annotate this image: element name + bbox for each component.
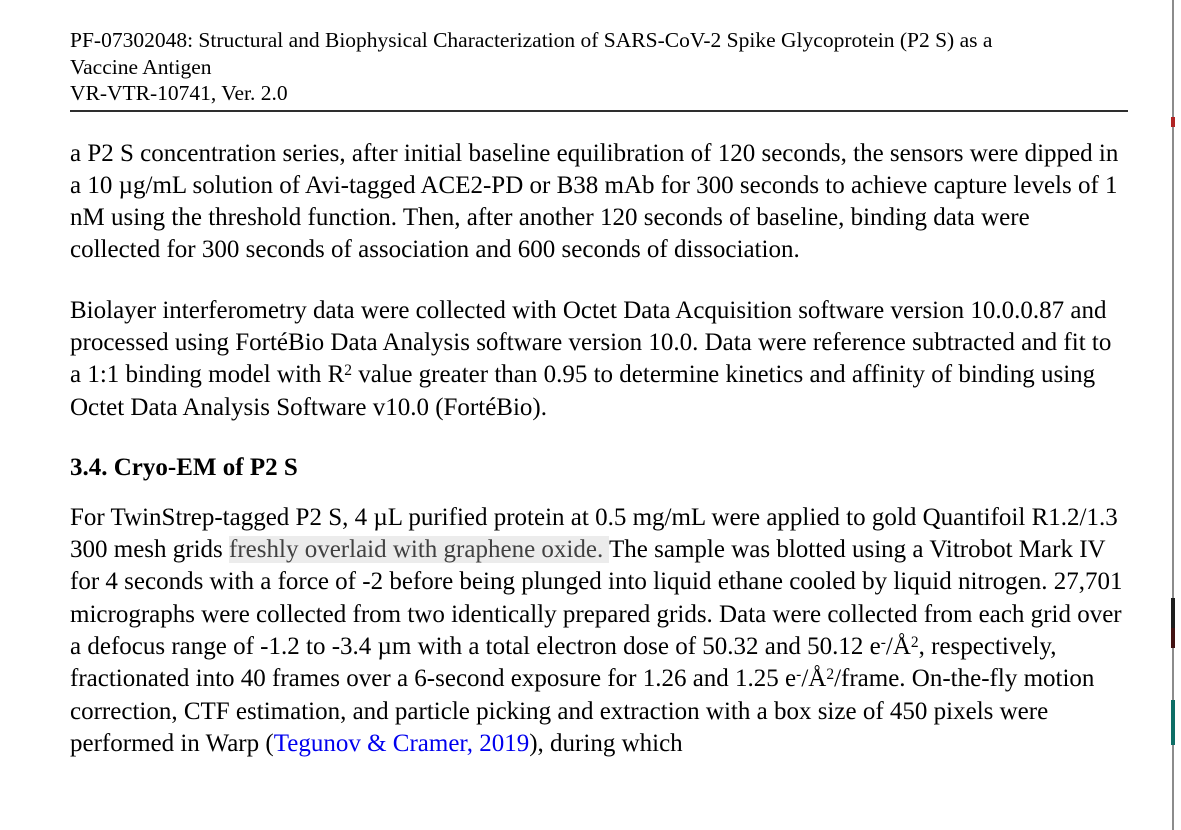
- superscript-two: 2: [910, 634, 919, 652]
- header-title-line2: Vaccine Antigen: [70, 54, 212, 79]
- text-segment: /Å: [885, 633, 911, 661]
- citation-link[interactable]: Tegunov & Cramer, 2019: [273, 729, 530, 757]
- header-doc-number: VR-VTR-10741, Ver. 2.0: [70, 81, 288, 105]
- paragraph-bli-analysis: [70, 295, 1126, 424]
- text-segment: /Å: [801, 665, 827, 693]
- text-segment: /frame. On-the-fly motion correction, CTF estimation, and particle picking and extraction with a box size of 450 pixels were performed in Warp (: [70, 665, 1095, 757]
- text-segment: ), during which: [529, 729, 683, 757]
- superscript-two: 2: [826, 666, 835, 684]
- superscript-two: 2: [344, 362, 353, 380]
- text-segment: , respectively, fractionated into 40 frames over a 6-second exposure for 1.26 and 1.25 e: [70, 633, 1057, 693]
- text-segment: Biolayer interferometry data were collected with Octet Data Acquisition software version 10.0.0.87 and processed using FortéBio Data Analysis software version 10.0. Data were reference subtracted and fit to a 1:1 binding model with R: [70, 296, 1112, 389]
- text-segment: For TwinStrep-tagged P2 S, 4 µL purified protein at 0.5 mg/mL were applied to gold Quantifoil R1.2/1.3 300 mesh grids: [70, 503, 1118, 564]
- ruler-mark-red: [1171, 117, 1175, 127]
- ruler-mark-teal: [1171, 700, 1175, 745]
- page-header: [70, 27, 1128, 112]
- document-body: [70, 112, 1126, 761]
- superscript-minus: -: [880, 634, 886, 652]
- text-segment: The sample was blotted using a Vitrobot Mark IV for 4 seconds with a force of -2 before being plunged into liquid ethane cooled by liquid nitrogen. 27,701 micrographs were collected from two identically prepared grids. Data were collected from each grid over a defocus range of -1.2 to -3.4 µm with a total electron dose of 50.32 and 50.12 e: [70, 536, 1123, 661]
- header-title-line1: PF-07302048: Structural and Biophysical Characterization of SARS-CoV-2 Spike Glycoprotein (P2 S) as a: [70, 28, 993, 52]
- superscript-minus: -: [796, 666, 802, 684]
- ruler-mark-maroon: [1171, 628, 1175, 648]
- text-segment: value greater than 0.95 to determine kinetics and affinity of binding using Octet Data Analysis Software v10.0 (FortéBio).: [70, 361, 1096, 421]
- paragraph-cryoem: [70, 502, 1126, 760]
- section-heading-cryoem: 3.4. Cryo-EM of P2 S: [70, 453, 298, 481]
- highlighted-phrase[interactable]: freshly overlaid with graphene oxide.: [229, 536, 610, 564]
- paragraph-bli-protocol: a P2 S concentration series, after initial baseline equilibration of 120 seconds, the sensors were dipped in a 10 µg/mL solution of Avi-tagged ACE2-PD or B38 mAb for 300 seconds to achieve capture levels of 1 nM using the threshold function. Then, after another 120 seconds of baseline, binding data were collected for 300 seconds of association and 600 seconds of dissociation.: [70, 139, 1119, 264]
- ruler-mark-dark: [1171, 598, 1175, 628]
